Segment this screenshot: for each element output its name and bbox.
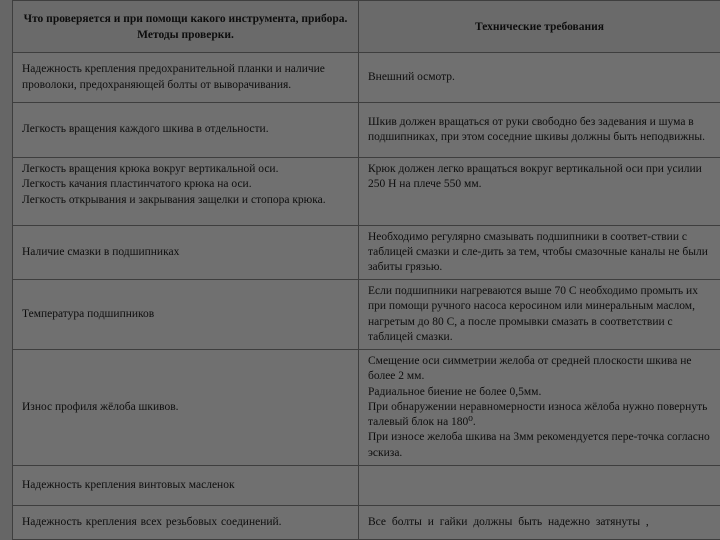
requirement-line: Смещение оси симметрии желоба от средней плоскости шкива не более 2 мм. <box>368 354 692 383</box>
requirement-cell: Шкив должен вращаться от руки свободно без задевания и шума в подшипниках, при этом соседние шкивы должны быть неподвижны. <box>359 103 720 158</box>
table-row <box>13 103 720 158</box>
table-row <box>13 466 720 506</box>
requirement-cell: Если подшипники нагреваются выше 70 С необходимо промыть их при помощи ручного насоса керосином или минеральным маслом, нагретым до 80 С, а после промывки смазать в соответствии с таблицей смазки. <box>359 280 720 350</box>
table-header-row <box>13 1 720 53</box>
check-cell: Надежность крепления всех резьбовых соединений. <box>13 506 359 540</box>
check-cell: Наличие смазки в подшипниках <box>13 226 359 280</box>
check-cell: Легкость вращения каждого шкива в отдельности. <box>13 103 359 158</box>
requirement-line: Радиальное биение не более 0,5мм. <box>368 385 542 398</box>
table-row <box>13 226 720 280</box>
requirement-cell <box>359 350 720 466</box>
table-row <box>13 53 720 103</box>
table-row <box>13 350 720 466</box>
requirement-cell: Крюк должен легко вращаться вокруг вертикальной оси при усилии 250 Н на плече 550 мм. <box>359 158 720 226</box>
requirement-cell: Все болты и гайки должны быть надежно затянуты , <box>359 506 720 540</box>
check-line: Легкость открывания и закрывания защелки и стопора крюка. <box>22 193 326 206</box>
check-line: Легкость качания пластинчатого крюка на оси. <box>22 178 252 191</box>
requirement-line: При обнаружении неравномерности износа жёлоба нужно повернуть талевый блок на 180⁰. <box>368 400 708 429</box>
requirement-line: При износе желоба шкива на 3мм рекомендуется пере-точка согласно эскиза. <box>368 431 710 459</box>
check-cell: Износ профиля жёлоба шкивов. <box>13 350 359 466</box>
header-check-method: Что проверяется и при помощи какого инструмента, прибора. Методы проверки. <box>13 1 359 53</box>
table-row <box>13 506 720 540</box>
table-row <box>13 280 720 350</box>
check-cell: Надежность крепления винтовых масленок <box>13 466 359 506</box>
table-row <box>13 158 720 226</box>
requirement-cell-empty <box>359 466 720 506</box>
check-cell: Температура подшипников <box>13 280 359 350</box>
requirement-cell: Необходимо регулярно смазывать подшипники в соответ-ствии с таблицей смазки и сле-дить за тем, чтобы смазочные каналы не были забиты грязью. <box>359 226 720 280</box>
header-technical-requirements: Технические требования <box>359 1 720 53</box>
check-cell: Надежность крепления предохранительной планки и наличие проволоки, предохраняющей болты от выворачивания. <box>13 53 359 103</box>
check-cell <box>13 158 359 226</box>
requirement-cell: Внешний осмотр. <box>359 53 720 103</box>
technical-requirements-table <box>12 0 720 540</box>
check-line: Легкость вращения крюка вокруг вертикальной оси. <box>22 163 279 175</box>
